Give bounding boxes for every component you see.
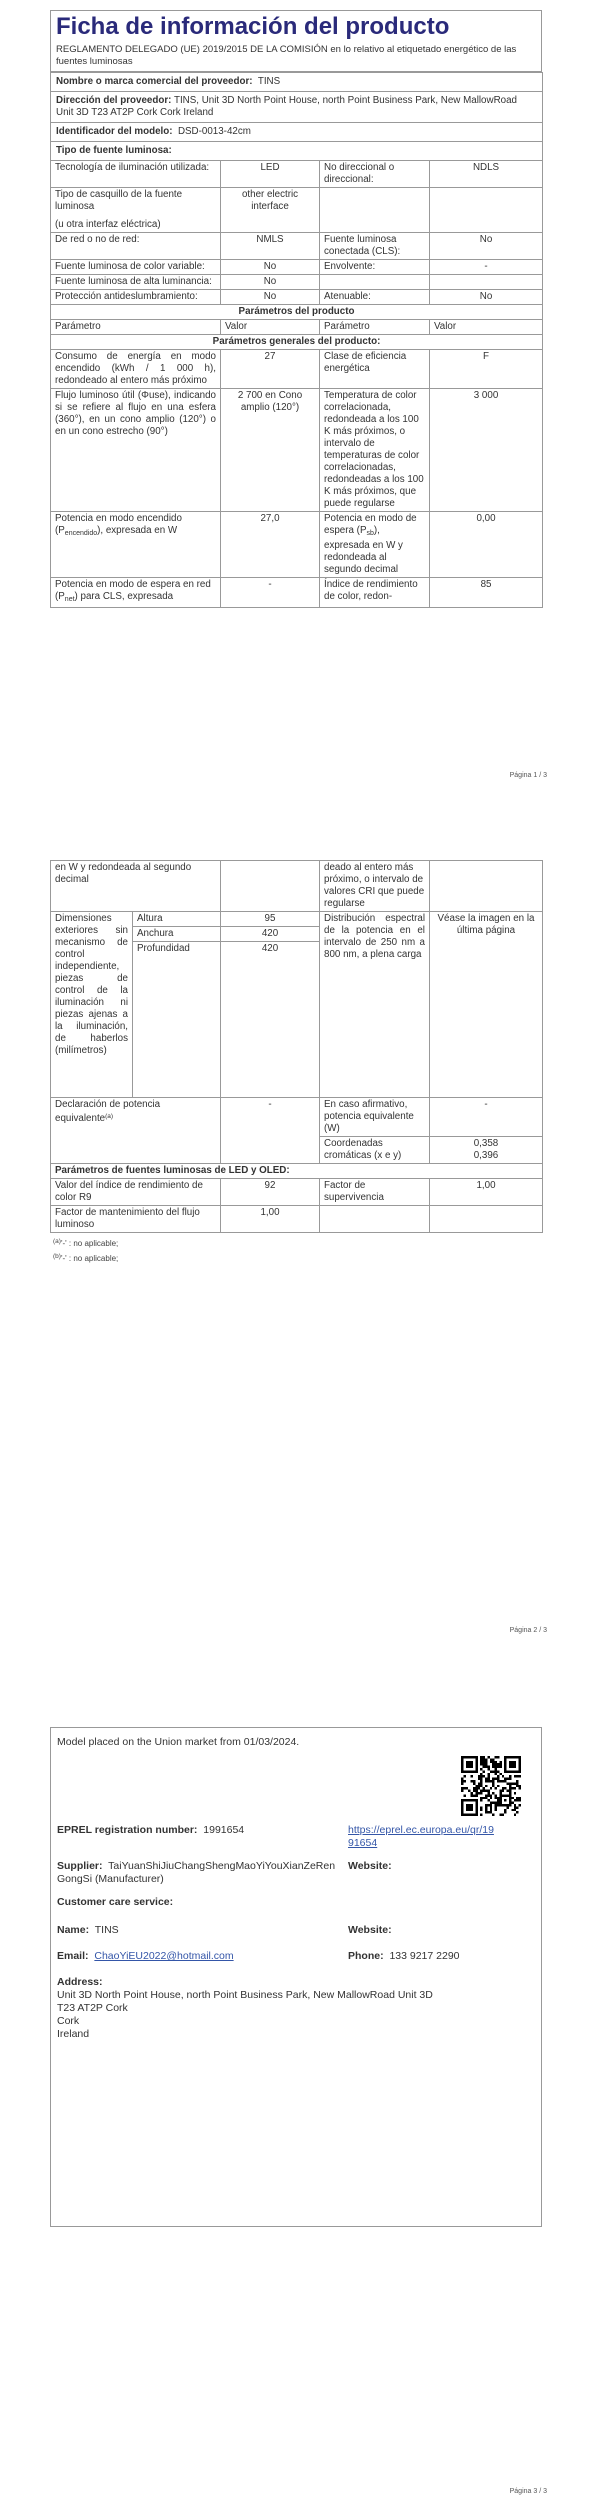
power-row: Potencia en modo encendido $(P_{encendido})$, expresada en W 27,0 Potencia en modo de espera $(P_{sb})$, expresada en W y redondeada al segundo decimal 0,00	[51, 512, 543, 578]
footnote: $^{(b)}$'-' : no aplicable;	[53, 1253, 119, 1263]
care-phone: Phone: 133 9217 2290	[348, 1950, 460, 1962]
footnote: $^{(a)}$'-' : no aplicable;	[53, 1238, 119, 1248]
luminous-flux-value: 2 700 en Cono amplio (120°)	[221, 389, 320, 512]
brand-value: TINS	[257, 76, 281, 87]
cri-value: 85	[430, 578, 543, 608]
supplier-website-label: Website:	[348, 1860, 392, 1872]
footnotes	[50, 1235, 542, 1265]
dimension-row	[51, 912, 543, 927]
network-standby-power-value: -	[221, 578, 320, 608]
eprel-registration-value: 1991654	[203, 1824, 245, 1836]
dimension-value: 420	[221, 927, 320, 942]
eprel-registration: EPREL registration number: 1991654	[57, 1824, 245, 1836]
document-header	[50, 10, 542, 72]
product-info-table-continued	[50, 860, 543, 1233]
standby-power-value: 0,00	[430, 512, 543, 578]
dimension-name: Profundidad	[133, 942, 221, 1098]
page-1	[50, 10, 542, 608]
address-row: Dirección del proveedor: TINS, Unit 3D North Point House, north Point Business Park, New MallowRoad Unit 3D T23 AT2P Cork Cork Ireland	[51, 92, 543, 123]
color-temperature-value: 3 000	[430, 389, 543, 512]
dimension-name: Altura	[133, 912, 221, 927]
eprel-link[interactable]: https://eprel.ec.europa.eu/qr/19 91654	[348, 1824, 494, 1849]
eprel-info-box	[50, 1727, 542, 2227]
page-number: Página 3 / 3	[509, 2488, 547, 2495]
network-power-row: Potencia en modo de espera en red $(P_{net})$ para CLS, expresada - Índice de rendimiento de color, redon- 85	[51, 578, 543, 608]
care-address: Address: Unit 3D North Point House, north Point Business Park, New MallowRoad Unit 3D T23 AT2P Cork Cork Ireland	[57, 1976, 433, 2040]
supplier-info: Supplier: TaiYuanShiJiuChangShengMaoYiYouXianZeRen GongSi (Manufacturer)	[57, 1860, 336, 1885]
network-power-row-continued: en W y redondeada al segundo decimal deado al entero más próximo, o intervalo de valores CRI que puede regularse	[51, 861, 543, 912]
equivalent-power-value: -	[430, 1098, 543, 1137]
general-parameters-heading: Parámetros generales del producto:	[51, 335, 543, 350]
care-email: Email: ChaoYiEU2022@hotmail.com	[57, 1950, 234, 1962]
product-parameters-heading: Parámetros del producto	[51, 305, 543, 320]
maintenance-row: Factor de mantenimiento del flujo luminoso 1,00	[51, 1206, 543, 1233]
type-row: Fuente luminosa de alta luminancia: No	[51, 275, 543, 290]
equivalent-power-declaration-value: -	[221, 1098, 320, 1164]
address-value: TINS, Unit 3D North Point House, north Point Business Park, New MallowRoad Unit 3D T23 AT2P Cork Cork Ireland	[56, 95, 518, 118]
model-row: Identificador del modelo: DSD-0013-42cm	[51, 123, 543, 142]
customer-care-heading: Customer care service:	[57, 1896, 174, 1908]
type-row: Protección antideslumbramiento: No Atenuable: No	[51, 290, 543, 305]
brand-row: Nombre o marca comercial del proveedor: TINS	[51, 73, 543, 92]
type-row: Fuente luminosa de color variable: No Envolvente: -	[51, 260, 543, 275]
dimensions-label: Dimensiones exteriores sin mecanismo de control independiente, piezas de control de la iluminación ni piezas ajenas a la iluminación, de haberlos (milímetros)	[51, 912, 133, 1098]
care-website-label: Website:	[348, 1924, 392, 1936]
energy-consumption-value: 27	[221, 350, 320, 389]
light-source-type-heading: Tipo de fuente luminosa:	[51, 142, 543, 161]
chromaticity-value: 0,358 0,396	[430, 1137, 543, 1164]
product-info-table	[50, 72, 543, 608]
dimension-value: 420	[221, 942, 320, 1098]
spectral-distribution-value: Véase la imagen en la última página	[430, 912, 543, 1098]
market-date-text: Model placed on the Union market from 01/03/2024.	[57, 1736, 300, 1748]
chromaticity-row: Coordenadas cromáticas (x e y) 0,358 0,396	[51, 1137, 543, 1164]
equivalent-power-row: Declaración de potencia equivalente$^{(a)}$ - En caso afirmativo, potencia equivalente (W) -	[51, 1098, 543, 1137]
page-number: Página 1 / 3	[509, 772, 547, 779]
regulation-text: REGLAMENTO DELEGADO (UE) 2019/2015 DE LA COMISIÓN en lo relativo al etiquetado energético de las fuentes luminosas	[56, 44, 517, 67]
led-parameters-heading: Parámetros de fuentes luminosas de LED y OLED:	[51, 1164, 543, 1179]
page-number: Página 2 / 3	[509, 1627, 547, 1634]
parameter-header-row: Parámetro Valor Parámetro Valor	[51, 320, 543, 335]
energy-row: Consumo de energía en modo encendido (kWh / 1 000 h), redondeado al entero más próximo 27 Clase de eficiencia energética F	[51, 350, 543, 389]
care-name: Name: TINS	[57, 1924, 119, 1936]
r9-row: Valor del índice de rendimiento de color R9 92 Factor de supervivencia 1,00	[51, 1179, 543, 1206]
model-value: DSD-0013-42cm	[177, 126, 251, 137]
email-link[interactable]: ChaoYiEU2022@hotmail.com	[94, 1950, 234, 1962]
qr-code-icon	[461, 1756, 521, 1816]
dimension-name: Anchura	[133, 927, 221, 942]
page-2	[50, 860, 542, 1265]
survival-factor-value: 1,00	[430, 1179, 543, 1206]
flux-row: Flujo luminoso útil (Φuse), indicando si se refiere al flujo en una esfera (360°), en un cono amplio (120°) o en un cono estrecho (90°) 2 700 en Cono amplio (120°) Temperatura de color correlacionada, redondeada a los 100 K más próximos, o intervalo de temperaturas de color correlacionadas, redondeadas a los 100 K más próximos, que puede regularse 3 000	[51, 389, 543, 512]
type-row: Tipo de casquillo de la fuente luminosa (u otra interfaz eléctrica) other electric interface	[51, 188, 543, 233]
document-title: Ficha de información del producto	[56, 13, 450, 40]
r9-value: 92	[221, 1179, 320, 1206]
spectral-distribution-label: Distribución espectral de la potencia en el intervalo de 250 nm a 800 nm, a plena carga	[320, 912, 430, 1098]
efficiency-class-value: F	[430, 350, 543, 389]
dimension-value: 95	[221, 912, 320, 927]
lumen-maintenance-value: 1,00	[221, 1206, 320, 1233]
type-row: Tecnología de iluminación utilizada: LED No direccional o direccional: NDLS	[51, 161, 543, 188]
type-row: De red o no de red: NMLS Fuente luminosa conectada (CLS): No	[51, 233, 543, 260]
on-mode-power-value: 27,0	[221, 512, 320, 578]
